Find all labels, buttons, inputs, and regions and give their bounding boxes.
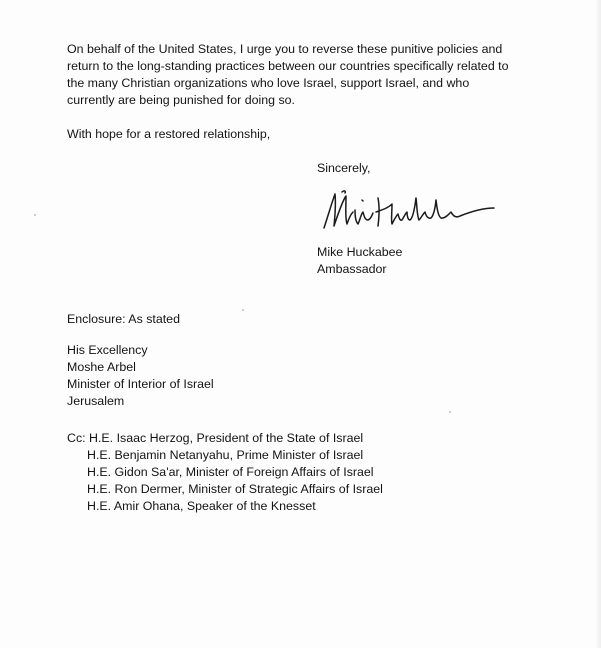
cc-list	[67, 430, 383, 515]
closing-salutation: Sincerely,	[317, 161, 371, 175]
signer-title: Ambassador	[317, 262, 387, 276]
page-edge-shadow	[595, 0, 601, 648]
handwritten-signature	[318, 186, 498, 234]
addressee-line: Jerusalem	[67, 394, 125, 408]
body-line: return to the long-standing practices between our countries specifically related to	[67, 59, 509, 73]
signature-block	[317, 244, 402, 278]
body-line: On behalf of the United States, I urge you to reverse these punitive policies and	[67, 42, 503, 56]
enclosure-line: Enclosure: As stated	[67, 312, 180, 326]
addressee-line: Moshe Arbel	[67, 360, 136, 374]
cc-line: H.E. Ron Dermer, Minister of Strategic Affairs of Israel	[87, 482, 383, 496]
addressee-line: His Excellency	[67, 343, 148, 357]
cc-line: H.E. Gidon Sa'ar, Minister of Foreign Affairs of Israel	[87, 465, 374, 479]
body-line: the many Christian organizations who love Israel, support Israel, and who	[67, 76, 470, 90]
scan-speck	[34, 214, 36, 216]
cc-line: H.E. Benjamin Netanyahu, Prime Minister of Israel	[87, 448, 364, 462]
scan-speck	[449, 411, 451, 413]
cc-line: H.E. Amir Ohana, Speaker of the Knesset	[87, 499, 316, 513]
body-line: currently are being punished for doing so.	[67, 93, 295, 107]
signer-name: Mike Huckabee	[317, 245, 403, 259]
hope-line: With hope for a restored relationship,	[67, 127, 271, 141]
addressee-block	[67, 342, 214, 410]
addressee-line: Minister of Interior of Israel	[67, 377, 214, 391]
cc-line: Cc: H.E. Isaac Herzog, President of the State of Israel	[67, 431, 364, 445]
body-paragraph	[67, 41, 509, 109]
scan-speck	[242, 309, 244, 311]
